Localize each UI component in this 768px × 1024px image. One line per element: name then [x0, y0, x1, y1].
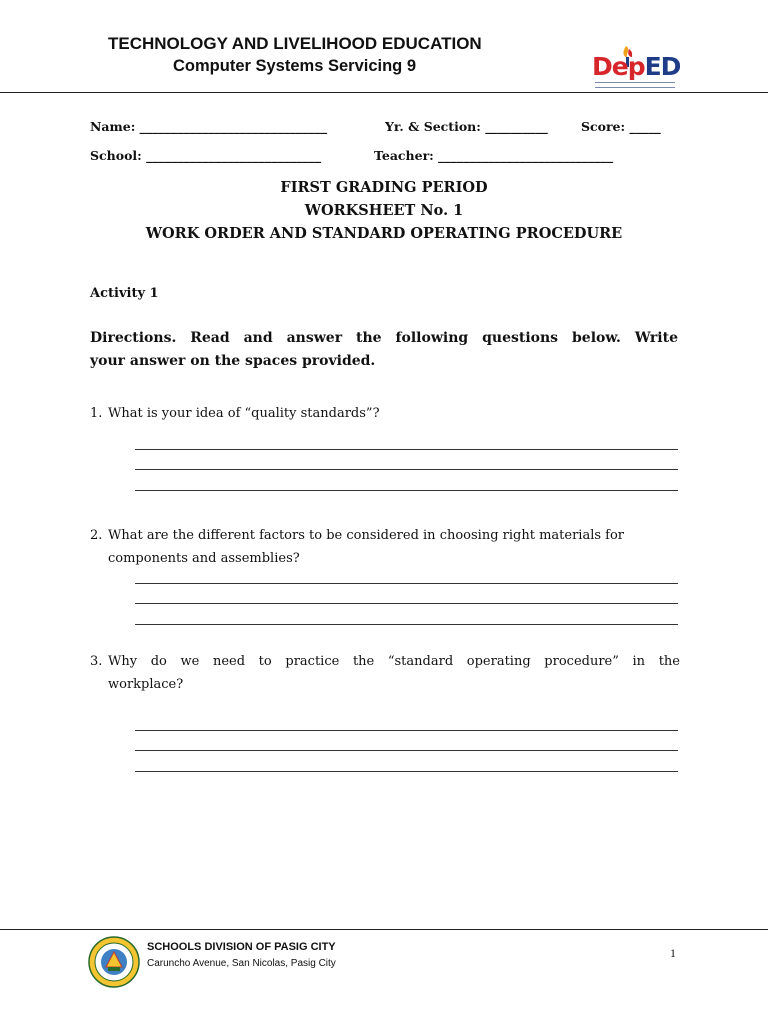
question-1 [90, 402, 680, 425]
name-field: Name: ______________________________ [90, 119, 328, 134]
section-field: Yr. & Section: __________ [385, 119, 548, 134]
answer-line[interactable] [135, 624, 678, 625]
activity-label: Activity 1 [90, 286, 159, 301]
question-text-continued: components and assemblies? [108, 551, 300, 566]
header-subtitle: Computer Systems Servicing 9 [173, 57, 417, 75]
teacher-field: Teacher: ____________________________ [374, 148, 614, 163]
question-text-continued: workplace? [108, 677, 184, 692]
answer-line[interactable] [135, 730, 678, 731]
footer-address: Caruncho Avenue, San Nicolas, Pasig City [147, 958, 336, 969]
directions-line-2: your answer on the spaces provided. [90, 353, 376, 369]
directions-line-1: Directions. Read and answer the following questions below. Write [90, 330, 678, 346]
question-text: Why do we need to practice the “standard operating procedure” in the [108, 654, 680, 669]
grading-period-title: FIRST GRADING PERIOD [280, 179, 488, 196]
answer-line[interactable] [135, 771, 678, 772]
question-number: 3. [90, 654, 103, 669]
score-field: Score: _____ [581, 119, 661, 134]
header-divider [0, 92, 768, 93]
answer-line[interactable] [135, 449, 678, 450]
worksheet-title: WORKSHEET No. 1 [304, 202, 464, 219]
school-field: School: ____________________________ [90, 148, 322, 163]
question-text: What is your idea of “quality standards”? [108, 406, 380, 421]
answer-line[interactable] [135, 583, 678, 584]
answer-line[interactable] [135, 750, 678, 751]
question-3 [90, 650, 680, 696]
footer-division-name: SCHOOLS DIVISION OF PASIG CITY [147, 941, 336, 953]
question-2 [90, 524, 680, 570]
answer-line[interactable] [135, 469, 678, 470]
topic-title: WORK ORDER AND STANDARD OPERATING PROCEDURE [145, 225, 623, 242]
question-number: 2. [90, 528, 103, 543]
header-title: TECHNOLOGY AND LIVELIHOOD EDUCATION [108, 34, 482, 53]
question-text: What are the different factors to be considered in choosing right materials for [108, 528, 625, 543]
footer-divider [0, 929, 768, 930]
division-seal-icon [88, 936, 140, 988]
directions [90, 327, 678, 373]
answer-line[interactable] [135, 603, 678, 604]
question-number: 1. [90, 406, 103, 421]
deped-logo-icon: DepED [592, 44, 684, 90]
page-number: 1 [670, 946, 676, 960]
answer-line[interactable] [135, 490, 678, 491]
